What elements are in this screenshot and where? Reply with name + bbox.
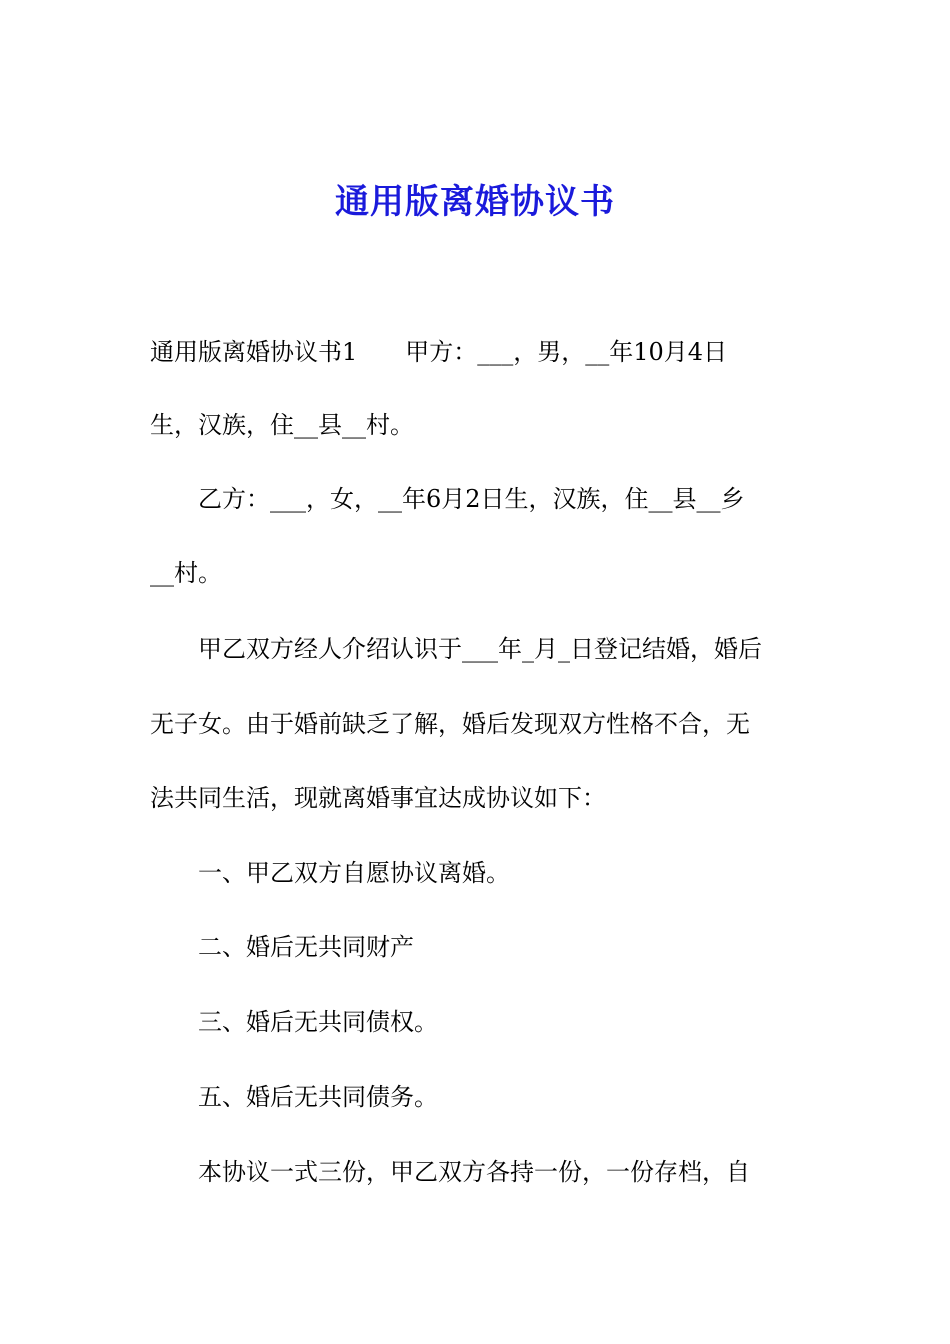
paragraph-line-5: 甲乙双方经人介绍认识于___年_月_日登记结婚，婚后 [150, 635, 762, 663]
paragraph-line-11: 五、婚后无共同债务。 [150, 1083, 438, 1111]
paragraph-line-9: 二、婚后无共同财产 [150, 933, 414, 961]
paragraph-line-6: 无子女。由于婚前缺乏了解，婚后发现双方性格不合，无 [150, 710, 750, 738]
paragraph-line-12: 本协议一式三份，甲乙双方各持一份，一份存档，自 [150, 1158, 750, 1186]
paragraph-line-1: 通用版离婚协议书1 甲方：___，男，__年10月4日 [150, 338, 728, 366]
paragraph-line-4: __村。 [150, 559, 222, 587]
document-title: 通用版离婚协议书 [335, 182, 615, 222]
paragraph-line-2: 生，汉族，住__县__村。 [150, 411, 414, 439]
paragraph-line-10: 三、婚后无共同债权。 [150, 1008, 438, 1036]
paragraph-line-8: 一、甲乙双方自愿协议离婚。 [150, 859, 510, 887]
paragraph-line-3: 乙方：___，女，__年6月2日生，汉族，住__县__乡 [150, 485, 745, 513]
paragraph-line-7: 法共同生活，现就离婚事宜达成协议如下： [150, 784, 606, 812]
